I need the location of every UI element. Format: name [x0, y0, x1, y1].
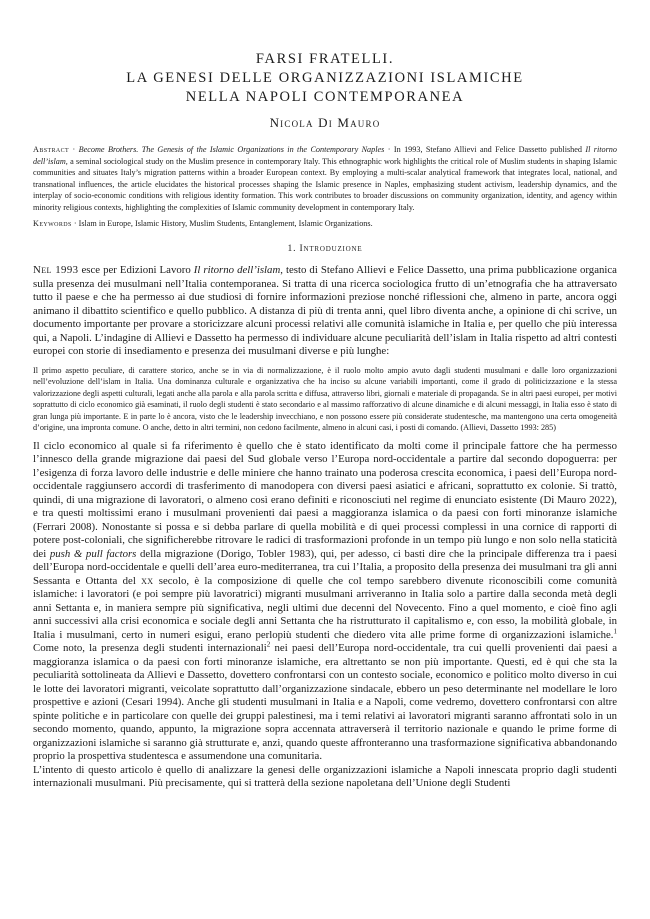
book-title: Il ritorno dell’islam	[193, 264, 281, 277]
section-heading: 1. Introduzione	[287, 243, 363, 255]
title-line-2: LA GENESI DELLE ORGANIZZAZIONI ISLAMICHE	[126, 70, 524, 86]
abstract-book-title: Il ritorno dell’islam	[33, 145, 617, 166]
abstract-english-title: Become Brothers. The Genesis of the Islamic Organizations in the Contemporary Naples	[78, 145, 385, 154]
keywords-label: Keywords	[33, 218, 72, 228]
title-line-3: NELLA NAPOLI CONTEMPORANEA	[185, 89, 465, 105]
keywords	[33, 218, 617, 230]
paragraph-text: Il ciclo economico al quale si fa riferimento è quello che è stato identificato da molti come il principale fattore che ha permesso l’innesco della grande migrazione dai paesi del Sud globale verso l’Europa nord-occidentale a partire dal secondo dopoguerra: per l’esigenza di forza lavoro delle industrie e delle miniere che hanno trainato una poderosa crescita economica, i paesi dell’Europa nord-occidentale raggiunsero accordi di trasferimento di manodopera con diversi paesi asiatici e africani, soprattutto ex colonie. Si trattò, quindi, di una migrazione di lavoratori, o almeno così erano definiti e riconosciuti nel regime di enunciato esistente (Di Mauro 2022), e tra questi moltissimi erano i musulmani provenienti dai paesi a maggioranza islamica o da paesi con forti minoranze islamiche (Ferrari 2008). Nonostante si possa e si debba parlare di quella mobilità e di quei processi complessi in una cornice di rapporti di potere post-coloniali, che significherebbe ritrovare le radici di trasformazioni profonde in un tempo più lungo e non solo nella staticità dei	[33, 439, 617, 560]
century-numeral: xx	[141, 574, 154, 587]
body-paragraph-2	[33, 440, 617, 764]
body-paragraph-1	[33, 264, 617, 359]
author-name: Nicola Di Mauro	[269, 115, 381, 130]
abstract	[33, 144, 617, 214]
abstract-text: In 1993, Stefano Allievi and Felice Dassetto published	[393, 145, 586, 154]
keywords-list: Islam in Europe, Islamic History, Muslim Students, Entanglement, Islamic Organizations.	[78, 218, 373, 228]
paragraph-text: secolo, è la composizione di quelle che col tempo sarebbero divenute riconoscibili come comunità islamiche: i lavoratori (e poi sempre più lavoratrici) migranti musulmani arriveranno in Italia solo a partire dalla seconda metà degli anni Settanta e, in maniera sempre più significativa, negli ultimi due decenni del Novecento. Fino a quel momento, e cioè fino agli anni successivi alla crisi economica e sociale degli anni Settanta che ha ristrutturato il capitalismo e, con esso, la mobilità globale, in Italia i musulmani, certo in numeri esigui, erano perlopiù studenti che diedero vita alle prime forme di organizzazioni islamiche.	[33, 574, 617, 641]
abstract-separator: ·	[384, 145, 394, 154]
keywords-separator: ·	[71, 218, 79, 228]
paragraph-text: della migrazione (Dorigo, Tobler 1983), qui, per adesso, ci basti dire che la principale differenza tra i paesi dell’Europa nord-occidentale e quelli dell’area euro-mediterranea, tra cui l’Italia, a proposito della presenza dei musulmani tra gli anni Sessanta e Ottanta del	[33, 547, 617, 587]
title-line-1: FARSI FRATELLI.	[255, 51, 395, 67]
footnote-marker[interactable]: 2	[266, 640, 271, 649]
abstract-label: Abstract	[33, 145, 70, 154]
abstract-separator: ·	[69, 145, 79, 154]
abstract-text: , a seminal sociological study on the Muslim presence in contemporary Italy. This ethnographic work highlights the critical role of Muslim students in shaping Islamic communities and situates Italy’s migration patterns within a broader European context. By employing a multi-scalar analytical framework that integrates local, national, and transnational influences, the article elucidates the historical processes shaping the Islamic presence in Naples, emphasizing student activism, leadership dynamics, and the interplay of socio-economic conditions with religious identity formation. This work contributes to broader discussions on community organization, identity, and agency within minority religious contexts, highlighting the complexities of Islamic community development in contemporary Italy.	[33, 156, 617, 212]
paragraph-text: esce per Edizioni Lavoro	[78, 264, 194, 277]
article-title	[33, 50, 617, 107]
body-paragraph-3: L’intento di questo articolo è quello di analizzare la genesi delle organizzazioni islamiche a Napoli innescata proprio dagli studenti internazionali musulmani. Più precisamente, qui si tratterà della sezione napoletana dell’Unione degli Studenti	[33, 763, 617, 790]
lead-in: Nel 1993	[33, 264, 79, 277]
italic-term: push & pull factors	[49, 547, 137, 560]
paragraph-text: nei paesi dell’Europa nord-occidentale, tra cui quelli provenienti dai paesi a maggioranza islamica o da paesi con forti minoranze islamiche, era altrettanto se non più importante. Questi, ed è qui che sta la peculiarità sottolineata da Allievi e Dassetto, dovettero confrontarsi con un contesto sociale, economico e politico molto diverso in cui le lotte dei lavoratori migranti, veicolate soprattutto dall’organizzazione sindacale, ebbero un peso determinante nel modellare le loro prospettive e azioni (Cesari 1994). Anche gli studenti musulmani in Italia e a Napoli, come vedremo, dovettero confrontarsi con altre spinte politiche e in particolare con quelle dei gruppi palestinesi, ma i temi relativi ai lavoratori migranti saranno affrontati solo in un secondo momento, quando, appunto, la migrazione sopra accennata attraverserà il territorio nazionale e quando le prime forme di organizzazioni islamiche si saranno già strutturate e, anzi, quando queste affronteranno una trasformazione significativa abbandonando proprio la prospettiva studentesca e assumendone una comunitaria.	[33, 642, 617, 763]
paragraph-text: , testo di Stefano Allievi e Felice Dassetto, una prima pubblicazione organica sulla presenza dei musulmani nell’Italia contemporanea. Si tratta di una ricerca sociologica frutto di un’etnografia che ha attraversato tutto il paese e che ha permesso ai due studiosi di fornire informazioni preziose nonché riflessioni che, almeno in parte, ancora oggi animano il dibattito scientifico e quello pubblico. A distanza di più di trenta anni, quel libro diventa anche, a opinione di chi scrive, un documento importante per provare a storicizzare alcuni processi relativi alle comunità islamiche in Italia e, per quello che più interessa qui, a Napoli. L’indagine di Allievi e Dassetto ha permesso di individuare alcune peculiarità dell’islam in Italia rispetto ad altri contesti europei con storie di insediamento e presenza dei musulmani diverse e più lunghe:	[33, 264, 617, 358]
paragraph-text: Come noto, la presenza degli studenti internazionali	[33, 642, 267, 655]
block-quote: Il primo aspetto peculiare, di carattere storico, anche se in via di normalizzazione, è il ruolo molto ampio avuto dagli studenti musulmani e dalle loro organizzazioni nell’evoluzione dell’islam in Italia. Una dominanza culturale e organizzativa che ha inciso su alcune variabili importanti, come il grado di politicizzazione e la stessa valorizzazione degli aspetti culturali, legati anche alla parola e alla parola scritta e diffusa, attraverso libri, giornali e materiale di propaganda. Se in altri paesi europei, per motivi soprattutto di ciclo economico già esaminati, il ruolo degli studenti è stato secondario e al massimo rafforzativo di alcune dinamiche e di alcuni messaggi, in Italia esso è stato di gran lunga più importante. E in parte lo è ancora, visto che le leadership invecchiano, e non possono essere più considerate studentesche, ma mantengono una certa omogeneità d’origine, una impronta comune. O anche, detto in altri termini, non cedono facilmente, almeno in alcuni casi, i posti di comando. (Allievi, Dassetto 1993: 285)	[33, 365, 617, 433]
footnote-marker[interactable]: 1	[613, 627, 617, 636]
